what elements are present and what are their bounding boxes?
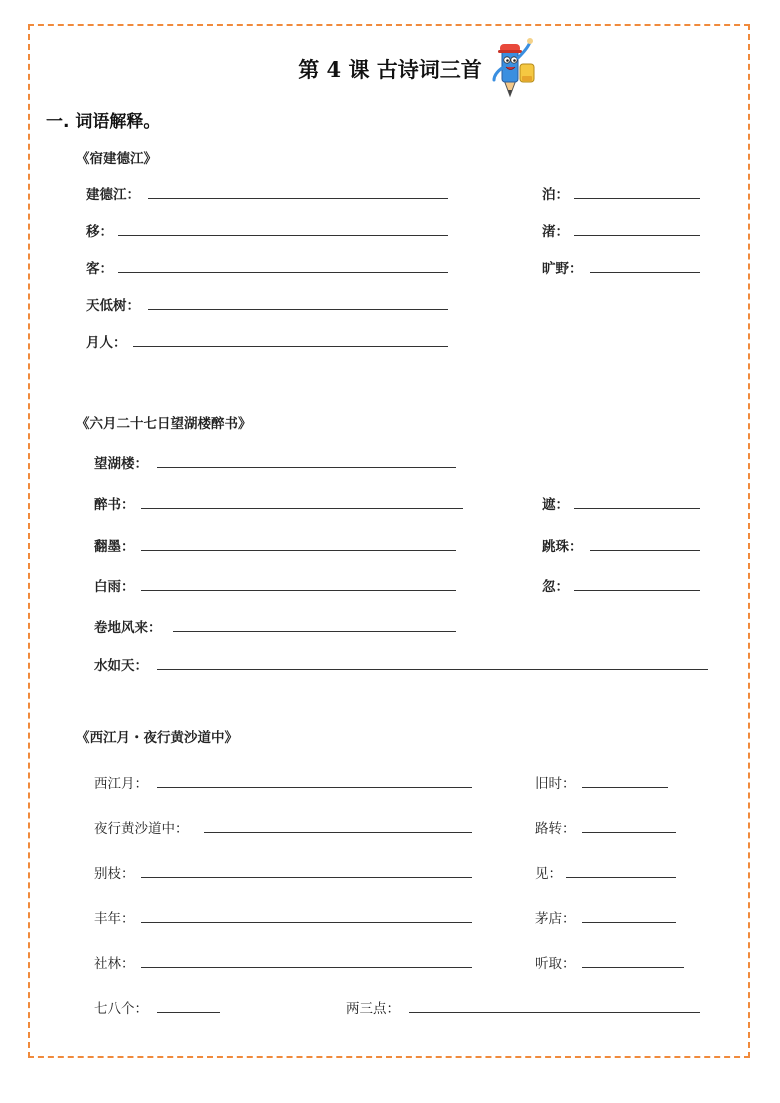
term-label: 听取： [535,956,576,972]
answer-line[interactable] [141,508,463,509]
answer-line[interactable] [133,346,448,347]
answer-line[interactable] [574,198,700,199]
answer-line[interactable] [574,590,700,591]
term-label: 别枝： [94,866,135,882]
answer-line[interactable] [590,550,700,551]
answer-line[interactable] [141,922,472,923]
section-heading: 一. 词语解释。 [46,112,161,132]
term-label: 白雨： [94,579,135,595]
answer-line[interactable] [574,508,700,509]
answer-line[interactable] [582,922,676,923]
term-label: 夜行黄沙道中： [94,821,189,837]
answer-line[interactable] [118,235,448,236]
answer-line[interactable] [409,1012,700,1013]
term-label: 社林： [94,956,135,972]
term-label: 月人： [86,335,127,351]
answer-line[interactable] [590,272,700,273]
term-label: 渚： [542,224,569,240]
term-label: 翻墨： [94,539,135,555]
term-label: 天低树： [86,298,140,314]
term-label: 旷野： [542,261,583,277]
term-label: 醉书： [94,497,135,513]
answer-line[interactable] [157,669,708,670]
term-label: 七八个： [94,1001,148,1017]
term-label: 忽： [542,579,569,595]
poem-title: 《六月二十七日望湖楼醉书》 [76,416,252,432]
answer-line[interactable] [148,309,448,310]
term-label: 卷地风来： [94,620,162,636]
term-label: 西江月： [94,776,148,792]
term-label: 旧时： [535,776,576,792]
term-label: 茅店： [535,911,576,927]
answer-line[interactable] [141,877,472,878]
poem-title: 《宿建德江》 [76,151,157,167]
answer-line[interactable] [582,967,684,968]
term-label: 建德江： [86,187,140,203]
term-label: 泊： [542,187,569,203]
page-title: 第 4 课 古诗词三首 [298,57,482,82]
answer-line[interactable] [157,787,472,788]
poem-title: 《西江月・夜行黄沙道中》 [76,730,238,746]
term-label: 见： [535,866,562,882]
term-label: 遮： [542,497,569,513]
page-border [28,24,750,1058]
answer-line[interactable] [157,1012,220,1013]
answer-line[interactable] [148,198,448,199]
answer-line[interactable] [141,590,456,591]
answer-line[interactable] [173,631,456,632]
answer-line[interactable] [118,272,448,273]
answer-line[interactable] [582,832,676,833]
answer-line[interactable] [582,787,668,788]
term-label: 路转： [535,821,576,837]
term-label: 两三点： [346,1001,400,1017]
pencil-mascot-icon [486,36,546,100]
answer-line[interactable] [157,467,456,468]
answer-line[interactable] [574,235,700,236]
term-label: 跳珠： [542,539,583,555]
term-label: 移： [86,224,113,240]
answer-line[interactable] [566,877,676,878]
term-label: 望湖楼： [94,456,148,472]
term-label: 客： [86,261,113,277]
answer-line[interactable] [141,967,472,968]
term-label: 丰年： [94,911,135,927]
answer-line[interactable] [141,550,456,551]
term-label: 水如天： [94,658,148,674]
answer-line[interactable] [204,832,472,833]
